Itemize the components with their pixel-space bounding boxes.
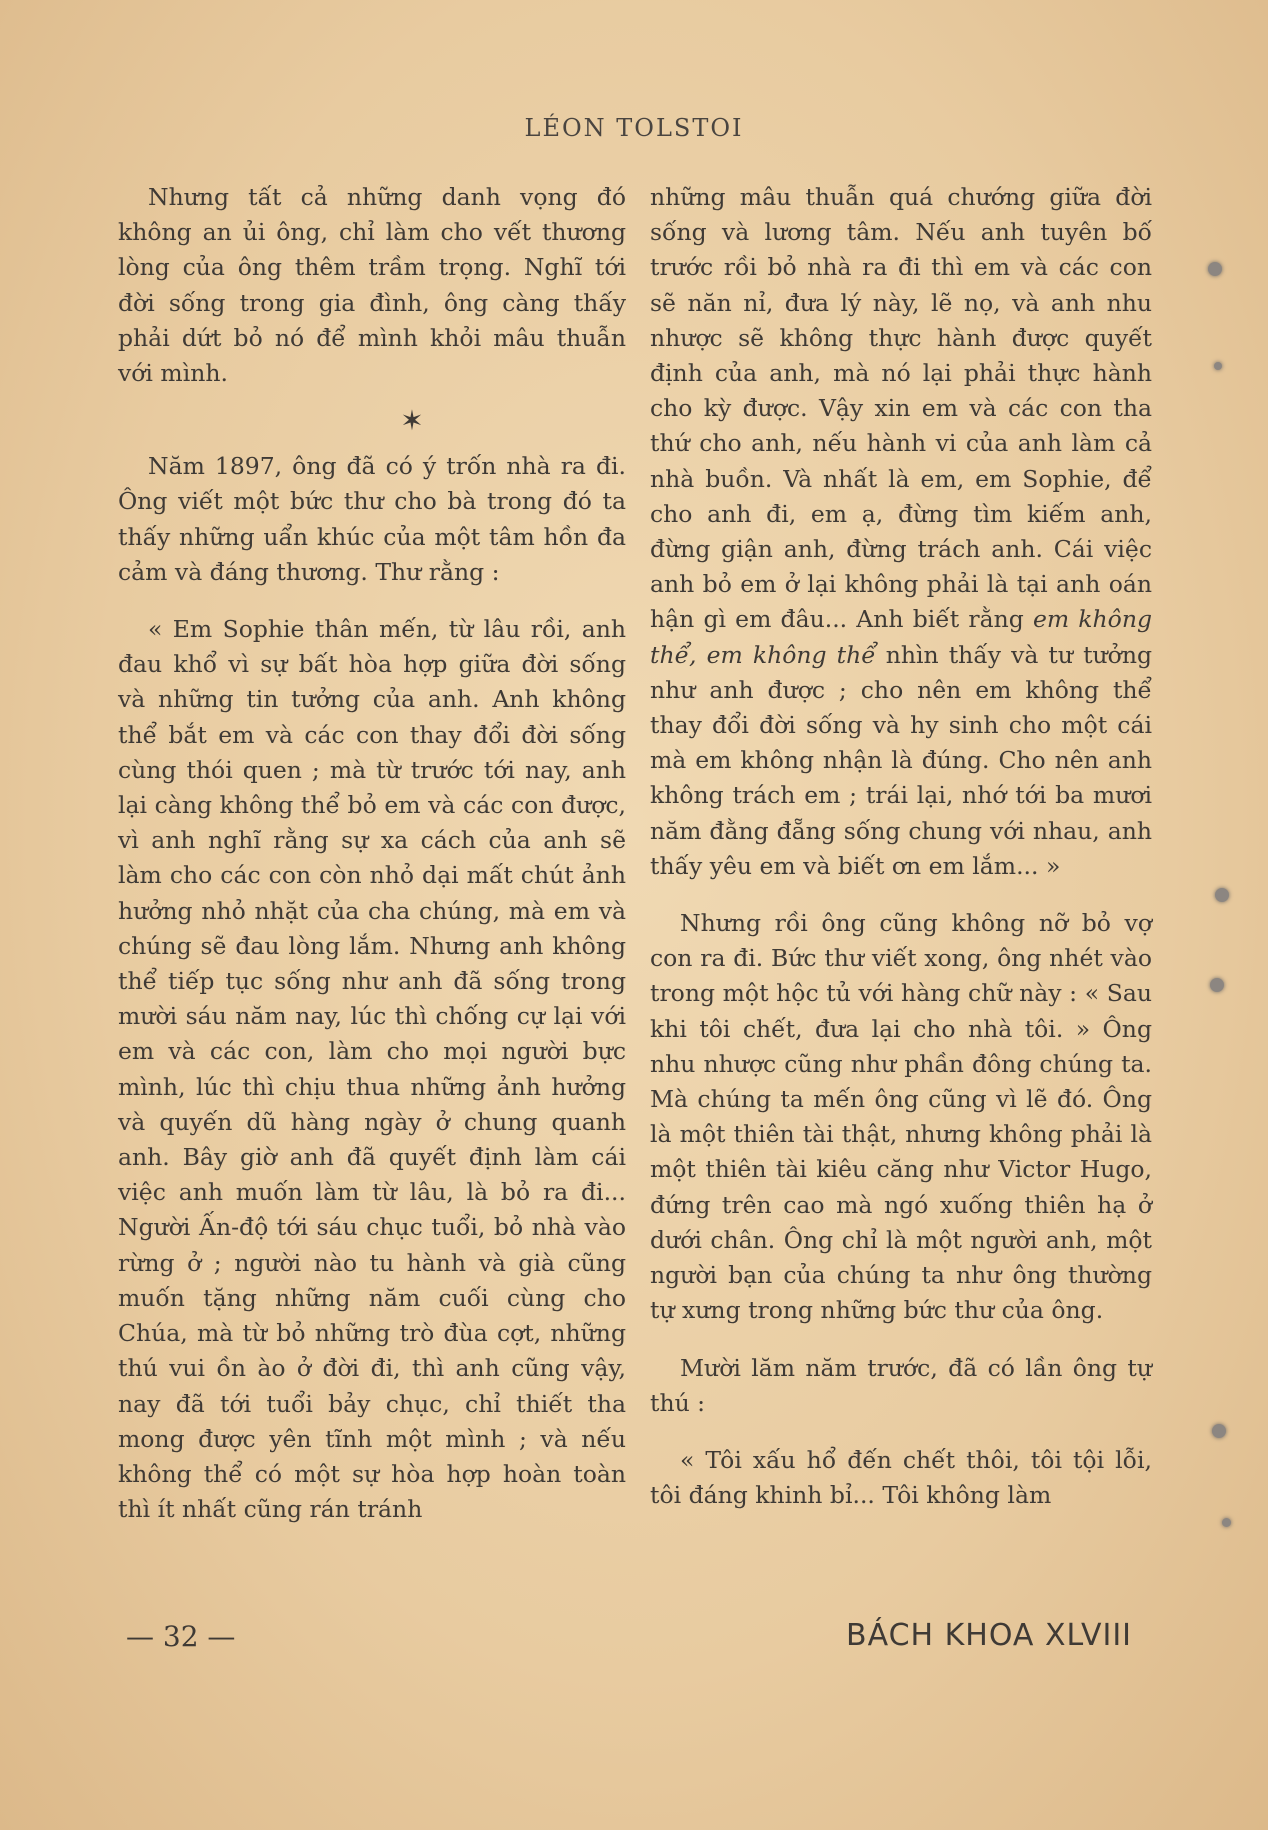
text-segment: nhìn thấy và tư tưởng như anh được ; cho nên em không thể thay đổi đời sống và hy sinh cho một cái mà em không nhận là đúng. Cho nên anh không trách em ; trái lại, nhớ tới ba mươi năm đằng đẵng sống chung với nhau, anh thấy yêu em và biết ơn em lắm... » (650, 640, 1152, 880)
paragraph: Năm 1897, ông đã có ý trốn nhà ra đi. Ông viết một bức thư cho bà trong đó ta thấy những uẩn khúc của một tâm hồn đa cảm và đáng thương. Thư rằng : (118, 452, 626, 586)
binding-hole (1214, 362, 1222, 370)
binding-hole (1210, 978, 1224, 992)
binding-hole (1208, 262, 1222, 276)
paragraph: Nhưng rồi ông cũng không nỡ bỏ vợ con ra đi. Bức thư viết xong, ông nhét vào trong một hộc tủ với hàng chữ này : « Sau khi tôi chết, đưa lại cho nhà tôi. » Ông nhu nhược cũng như phần đông chúng ta. Mà chúng ta mến ông cũng vì lẽ đó. Ông là một thiên tài thật, nhưng không phải là một thiên tài kiêu căng như Victor Hugo, đứng trên cao mà ngó xuống thiên hạ ở dưới chân. Ông chỉ là một người anh, một người bạn của chúng ta như ông thường tự xưng trong những bức thư của ông. (650, 909, 1152, 1325)
binding-hole (1212, 1424, 1226, 1438)
letter-paragraph-continued (650, 180, 1152, 884)
binding-hole (1222, 1518, 1231, 1527)
paragraph: Nhưng tất cả những danh vọng đó không an ủi ông, chỉ làm cho vết thương lòng của ông thêm trầm trọng. Nghĩ tới đời sống trong gia đình, ông càng thấy phải dứt bỏ nó để mình khỏi mâu thuẫn với mình. (118, 183, 626, 388)
paragraph: Mười lăm năm trước, đã có lần ông tự thú : (650, 1353, 1152, 1417)
right-column (650, 180, 1152, 1513)
section-separator: ✶ (400, 404, 424, 438)
binding-hole (1215, 888, 1229, 902)
letter-paragraph: « Em Sophie thân mến, từ lâu rồi, anh đau khổ vì sự bất hòa hợp giữa đời sống và những tin tưởng của anh. Anh không thể bắt em và các con thay đổi đời sống cùng thói quen ; mà từ trước tới nay, anh lại càng không thể bỏ em và các con được, vì anh nghĩ rằng sự xa cách của anh sẽ làm cho các con còn nhỏ dại mất chút ảnh hưởng nhỏ nhặt của cha chúng, mà em và chúng sẽ đau lòng lắm. Nhưng anh không thể tiếp tục sống như anh đã sống trong mười sáu năm nay, lúc thì chống cự lại với em và các con, làm cho mọi người bực mình, lúc thì chịu thua những ảnh hưởng và quyến dũ hàng ngày ở chung quanh anh. Bây giờ anh đã quyết định làm cái việc anh muốn làm từ lâu, là bỏ ra đi... Người Ấn-độ tới sáu chục tuổi, bỏ nhà vào rừng ở ; người nào tu hành và già cũng muốn tặng những năm cuối cùng cho Chúa, mà từ bỏ những trò đùa cợt, những thú vui ồn ào ở đời đi, thì anh cũng vậy, nay đã tới tuổi bảy chục, chỉ thiết tha mong được yên tĩnh một mình ; và nếu không thể có một sự hòa hợp hoàn toàn thì ít nhất cũng rán tránh (118, 615, 626, 1524)
page-number: — 32 — (126, 1620, 236, 1653)
quote-paragraph: « Tôi xấu hổ đến chết thôi, tôi tội lỗi, tôi đáng khinh bỉ... Tôi không làm (650, 1445, 1152, 1510)
emphasis-text: em không thể, em không thể (650, 605, 1152, 669)
running-head: LÉON TOLSTOI (524, 114, 744, 142)
text-segment: những mâu thuẫn quá chướng giữa đời sống và lương tâm. Nếu anh tuyên bố trước rồi bỏ nhà ra đi thì em và các con sẽ năn nỉ, đưa lý này, lẽ nọ, và anh nhu nhược sẽ không thực hành được quyết định của anh, mà nó lại phải thực hành cho kỳ được. Vậy xin em và các con tha thứ cho anh, nếu hành vi của anh làm cả nhà buồn. Và nhất là em, em Sophie, để cho anh đi, em ạ, đừng tìm kiếm anh, đừng giận anh, đừng trách anh. Cái việc anh bỏ em ở lại không phải là tại anh oán hận gì em đâu... Anh biết rằng (650, 183, 1152, 634)
journal-name: BÁCH KHOA XLVIII (846, 1618, 1133, 1653)
left-column (118, 180, 626, 1527)
